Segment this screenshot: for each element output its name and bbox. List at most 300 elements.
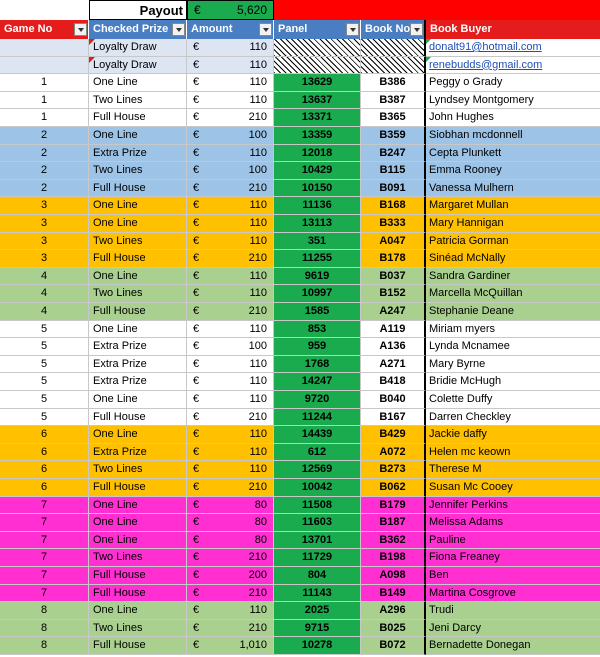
table-row[interactable]: [0, 391, 600, 409]
cell-checked-prize[interactable]: One Line: [89, 391, 187, 409]
cell-game-no[interactable]: 3: [0, 197, 89, 215]
table-row[interactable]: [0, 215, 600, 233]
cell-panel[interactable]: 13629: [274, 74, 361, 92]
cell-book-no[interactable]: B359: [361, 127, 426, 145]
cell-checked-prize[interactable]: Extra Prize: [89, 338, 187, 356]
cell-game-no[interactable]: 3: [0, 233, 89, 251]
cell-game-no[interactable]: 2: [0, 127, 89, 145]
cell-game-no[interactable]: 4: [0, 303, 89, 321]
cell-game-no[interactable]: 1: [0, 74, 89, 92]
cell-book-buyer[interactable]: [426, 233, 600, 251]
cell-panel[interactable]: 10997: [274, 285, 361, 303]
cell-checked-prize[interactable]: Loyalty Draw: [89, 39, 187, 57]
cell-checked-prize[interactable]: Two Lines: [89, 233, 187, 251]
cell-book-buyer[interactable]: [426, 567, 600, 585]
table-row[interactable]: [0, 549, 600, 567]
cell-game-no[interactable]: 3: [0, 215, 89, 233]
cell-panel[interactable]: 959: [274, 338, 361, 356]
currency-symbol: €: [193, 604, 200, 617]
cell-checked-prize[interactable]: Two Lines: [89, 162, 187, 180]
cell-amount[interactable]: [187, 233, 274, 251]
table-row[interactable]: [0, 497, 600, 515]
cell-game-no[interactable]: 1: [0, 92, 89, 110]
table-row[interactable]: [0, 180, 600, 198]
cell-amount[interactable]: [187, 127, 274, 145]
header-amount[interactable]: [187, 20, 274, 39]
cell-checked-prize[interactable]: One Line: [89, 497, 187, 515]
cell-game-no[interactable]: 2: [0, 162, 89, 180]
table-row[interactable]: [0, 109, 600, 127]
cell-panel[interactable]: 11136: [274, 197, 361, 215]
currency-symbol: €: [193, 639, 200, 652]
cell-panel[interactable]: [274, 57, 361, 75]
cell-book-buyer[interactable]: [426, 285, 600, 303]
payout-total-cell[interactable]: [187, 0, 274, 20]
cell-panel[interactable]: 804: [274, 567, 361, 585]
currency-symbol: €: [193, 111, 200, 124]
table-row[interactable]: [0, 92, 600, 110]
cell-book-buyer[interactable]: [426, 637, 600, 655]
cell-amount[interactable]: [187, 497, 274, 515]
cell-amount[interactable]: [187, 409, 274, 427]
cell-book-no[interactable]: B167: [361, 409, 426, 427]
cell-amount[interactable]: [187, 532, 274, 550]
cell-checked-prize[interactable]: Two Lines: [89, 461, 187, 479]
cell-book-no[interactable]: B149: [361, 585, 426, 603]
buyer-email-link[interactable]: renebudds@gmail.com: [429, 58, 543, 71]
currency-symbol: €: [193, 199, 200, 212]
cell-book-buyer[interactable]: [426, 338, 600, 356]
cell-game-no[interactable]: 5: [0, 373, 89, 391]
cell-panel[interactable]: 612: [274, 444, 361, 462]
cell-panel[interactable]: 9715: [274, 620, 361, 638]
cell-book-buyer[interactable]: [426, 585, 600, 603]
filter-dropdown-icon[interactable]: [259, 23, 272, 36]
cell-book-no[interactable]: B387: [361, 92, 426, 110]
cell-book-no[interactable]: B179: [361, 497, 426, 515]
cell-game-no[interactable]: 7: [0, 549, 89, 567]
cell-amount[interactable]: [187, 92, 274, 110]
cell-book-buyer[interactable]: [426, 497, 600, 515]
cell-amount[interactable]: [187, 637, 274, 655]
cell-panel[interactable]: 14247: [274, 373, 361, 391]
cell-panel[interactable]: 12569: [274, 461, 361, 479]
cell-amount[interactable]: [187, 197, 274, 215]
cell-game-no[interactable]: 6: [0, 461, 89, 479]
cell-amount[interactable]: [187, 444, 274, 462]
cell-amount[interactable]: [187, 549, 274, 567]
table-row[interactable]: [0, 268, 600, 286]
cell-amount[interactable]: [187, 268, 274, 286]
cell-book-buyer[interactable]: [426, 620, 600, 638]
cell-panel[interactable]: 13637: [274, 92, 361, 110]
cell-game-no[interactable]: 5: [0, 321, 89, 339]
cell-amount[interactable]: [187, 585, 274, 603]
cell-checked-prize[interactable]: Two Lines: [89, 92, 187, 110]
buyer-name: Bernadette Donegan: [429, 639, 531, 652]
cell-book-no[interactable]: B072: [361, 637, 426, 655]
cell-book-buyer[interactable]: [426, 162, 600, 180]
cell-panel[interactable]: 13113: [274, 215, 361, 233]
cell-game-no[interactable]: 6: [0, 426, 89, 444]
cell-panel[interactable]: 351: [274, 233, 361, 251]
cell-book-buyer[interactable]: [426, 549, 600, 567]
table-row[interactable]: [0, 356, 600, 374]
cell-checked-prize[interactable]: Extra Prize: [89, 145, 187, 163]
table-row[interactable]: [0, 426, 600, 444]
cell-book-no[interactable]: [361, 57, 426, 75]
cell-game-no[interactable]: 7: [0, 514, 89, 532]
cell-book-no[interactable]: A072: [361, 444, 426, 462]
cell-panel[interactable]: 13701: [274, 532, 361, 550]
cell-checked-prize[interactable]: One Line: [89, 426, 187, 444]
cell-checked-prize[interactable]: Extra Prize: [89, 444, 187, 462]
cell-game-no[interactable]: 1: [0, 109, 89, 127]
cell-game-no[interactable]: 8: [0, 637, 89, 655]
cell-panel[interactable]: 9619: [274, 268, 361, 286]
header-game-no[interactable]: [0, 20, 89, 39]
table-row[interactable]: [0, 57, 600, 75]
cell-amount[interactable]: [187, 180, 274, 198]
cell-checked-prize[interactable]: Full House: [89, 250, 187, 268]
cell-panel[interactable]: 10042: [274, 479, 361, 497]
cell-checked-prize[interactable]: Two Lines: [89, 549, 187, 567]
currency-symbol: €: [193, 76, 200, 89]
cell-book-buyer[interactable]: [426, 250, 600, 268]
cell-book-no[interactable]: B025: [361, 620, 426, 638]
cell-checked-prize[interactable]: Full House: [89, 637, 187, 655]
cell-book-no[interactable]: B333: [361, 215, 426, 233]
amount-value: 210: [248, 481, 267, 493]
cell-book-no[interactable]: B418: [361, 373, 426, 391]
table-row[interactable]: [0, 127, 600, 145]
cell-game-no[interactable]: 7: [0, 497, 89, 515]
currency-symbol: €: [193, 393, 200, 405]
cell-book-buyer[interactable]: [426, 479, 600, 497]
cell-game-no[interactable]: 5: [0, 338, 89, 356]
cell-book-no[interactable]: B273: [361, 461, 426, 479]
cell-game-no[interactable]: 8: [0, 602, 89, 620]
table-row[interactable]: [0, 373, 600, 391]
cell-amount[interactable]: [187, 303, 274, 321]
amount-value: 110: [249, 357, 267, 370]
cell-book-no[interactable]: B362: [361, 532, 426, 550]
amount-value: 110: [249, 393, 267, 405]
currency-symbol: €: [193, 498, 200, 511]
cell-book-no[interactable]: B198: [361, 549, 426, 567]
table-row[interactable]: [0, 250, 600, 268]
cell-book-no[interactable]: A271: [361, 356, 426, 374]
cell-panel[interactable]: 11255: [274, 250, 361, 268]
cell-game-no[interactable]: 4: [0, 268, 89, 286]
cell-checked-prize[interactable]: One Line: [89, 268, 187, 286]
buyer-email-link[interactable]: donalt91@hotmail.com: [429, 41, 542, 53]
table-row[interactable]: [0, 39, 600, 57]
amount-value: 110: [249, 269, 267, 282]
filter-dropdown-icon[interactable]: [172, 23, 185, 36]
cell-panel[interactable]: 11729: [274, 549, 361, 567]
header-panel[interactable]: [274, 20, 361, 39]
currency-symbol: €: [193, 322, 200, 335]
cell-book-no[interactable]: A247: [361, 303, 426, 321]
cell-checked-prize[interactable]: One Line: [89, 514, 187, 532]
cell-book-no[interactable]: A047: [361, 233, 426, 251]
buyer-name: Colette Duffy: [429, 393, 493, 405]
cell-amount[interactable]: [187, 620, 274, 638]
cell-book-buyer[interactable]: [426, 57, 600, 75]
cell-book-buyer[interactable]: [426, 74, 600, 92]
cell-amount[interactable]: [187, 39, 274, 57]
cell-book-buyer[interactable]: [426, 127, 600, 145]
table-row[interactable]: [0, 602, 600, 620]
amount-value: 100: [248, 164, 267, 177]
cell-game-no[interactable]: 2: [0, 180, 89, 198]
table-row[interactable]: [0, 637, 600, 655]
currency-symbol: €: [193, 217, 200, 229]
cell-game-no[interactable]: 5: [0, 356, 89, 374]
currency-symbol: €: [193, 287, 200, 300]
cell-book-buyer[interactable]: [426, 444, 600, 462]
cell-checked-prize[interactable]: Full House: [89, 585, 187, 603]
cell-checked-prize[interactable]: Two Lines: [89, 620, 187, 638]
amount-value: 210: [248, 181, 267, 194]
cell-book-no[interactable]: B429: [361, 426, 426, 444]
payout-total: 5,620: [236, 3, 267, 17]
table-row[interactable]: [0, 197, 600, 215]
cell-panel[interactable]: 2025: [274, 602, 361, 620]
cell-checked-prize[interactable]: One Line: [89, 197, 187, 215]
cell-amount[interactable]: [187, 162, 274, 180]
cell-checked-prize[interactable]: Loyalty Draw: [89, 57, 187, 75]
cell-panel[interactable]: 11143: [274, 585, 361, 603]
cell-checked-prize[interactable]: One Line: [89, 532, 187, 550]
table-row[interactable]: [0, 479, 600, 497]
cell-checked-prize[interactable]: One Line: [89, 215, 187, 233]
currency-symbol: €: [193, 533, 200, 546]
cell-book-no[interactable]: B247: [361, 145, 426, 163]
cell-book-no[interactable]: B040: [361, 391, 426, 409]
cell-checked-prize[interactable]: One Line: [89, 602, 187, 620]
cell-book-buyer[interactable]: [426, 426, 600, 444]
cell-checked-prize[interactable]: Extra Prize: [89, 356, 187, 374]
cell-amount[interactable]: [187, 145, 274, 163]
table-row[interactable]: [0, 444, 600, 462]
amount-value: 110: [249, 93, 267, 106]
cell-amount[interactable]: [187, 461, 274, 479]
table-row[interactable]: [0, 532, 600, 550]
cell-game-no[interactable]: 7: [0, 585, 89, 603]
cell-checked-prize[interactable]: Full House: [89, 409, 187, 427]
cell-game-no[interactable]: 5: [0, 409, 89, 427]
cell-panel[interactable]: 10429: [274, 162, 361, 180]
cell-book-buyer[interactable]: [426, 461, 600, 479]
table-row[interactable]: [0, 145, 600, 163]
cell-book-buyer[interactable]: [426, 215, 600, 233]
currency-symbol: €: [193, 516, 200, 529]
cell-amount[interactable]: [187, 250, 274, 268]
cell-checked-prize[interactable]: Full House: [89, 109, 187, 127]
cell-book-no[interactable]: A296: [361, 602, 426, 620]
filter-dropdown-icon[interactable]: [346, 23, 359, 36]
cell-book-buyer[interactable]: [426, 39, 600, 57]
header-row: [0, 20, 600, 39]
table-row[interactable]: [0, 233, 600, 251]
currency-symbol: €: [193, 164, 200, 177]
cell-panel[interactable]: 1768: [274, 356, 361, 374]
cell-amount[interactable]: [187, 514, 274, 532]
cell-checked-prize[interactable]: Two Lines: [89, 285, 187, 303]
cell-game-no[interactable]: 6: [0, 444, 89, 462]
cell-amount[interactable]: [187, 602, 274, 620]
cell-book-no[interactable]: B178: [361, 250, 426, 268]
cell-game-no[interactable]: 5: [0, 391, 89, 409]
header-amount-label: Amount: [191, 23, 233, 35]
cell-book-no[interactable]: A098: [361, 567, 426, 585]
cell-panel[interactable]: 13371: [274, 109, 361, 127]
cell-amount[interactable]: [187, 338, 274, 356]
cell-game-no[interactable]: [0, 57, 89, 75]
amount-value: 80: [254, 498, 267, 511]
cell-book-buyer[interactable]: [426, 303, 600, 321]
cell-book-no[interactable]: B115: [361, 162, 426, 180]
cell-checked-prize[interactable]: Full House: [89, 303, 187, 321]
cell-amount[interactable]: [187, 567, 274, 585]
cell-game-no[interactable]: 6: [0, 479, 89, 497]
cell-amount[interactable]: [187, 74, 274, 92]
cell-game-no[interactable]: [0, 39, 89, 57]
cell-book-no[interactable]: B365: [361, 109, 426, 127]
header-book-buyer[interactable]: [426, 20, 600, 39]
buyer-name: Bridie McHugh: [429, 375, 502, 388]
cell-panel[interactable]: 14439: [274, 426, 361, 444]
table-row[interactable]: [0, 285, 600, 303]
cell-book-no[interactable]: A119: [361, 321, 426, 339]
cell-panel[interactable]: [274, 39, 361, 57]
cell-book-buyer[interactable]: [426, 514, 600, 532]
cell-game-no[interactable]: 7: [0, 532, 89, 550]
cell-checked-prize[interactable]: Full House: [89, 180, 187, 198]
table-row[interactable]: [0, 162, 600, 180]
header-panel-label: Panel: [278, 23, 308, 35]
cell-book-no[interactable]: B091: [361, 180, 426, 198]
cell-game-no[interactable]: 3: [0, 250, 89, 268]
cell-panel[interactable]: 13359: [274, 127, 361, 145]
cell-book-no[interactable]: B062: [361, 479, 426, 497]
cell-book-buyer[interactable]: [426, 602, 600, 620]
cell-amount[interactable]: [187, 479, 274, 497]
table-row[interactable]: [0, 74, 600, 92]
table-row[interactable]: [0, 567, 600, 585]
cell-amount[interactable]: [187, 321, 274, 339]
cell-book-no[interactable]: B386: [361, 74, 426, 92]
cell-panel[interactable]: 11603: [274, 514, 361, 532]
cell-book-buyer[interactable]: [426, 180, 600, 198]
amount-value: 210: [248, 252, 267, 265]
cell-checked-prize[interactable]: One Line: [89, 74, 187, 92]
cell-book-buyer[interactable]: [426, 145, 600, 163]
currency-symbol: €: [193, 129, 200, 141]
cell-book-no[interactable]: [361, 39, 426, 57]
cell-checked-prize[interactable]: One Line: [89, 127, 187, 145]
cell-panel[interactable]: 11244: [274, 409, 361, 427]
cell-panel[interactable]: 12018: [274, 145, 361, 163]
cell-amount[interactable]: [187, 356, 274, 374]
cell-book-buyer[interactable]: [426, 268, 600, 286]
currency-symbol: €: [193, 586, 200, 599]
cell-game-no[interactable]: 8: [0, 620, 89, 638]
cell-amount[interactable]: [187, 426, 274, 444]
cell-panel[interactable]: 9720: [274, 391, 361, 409]
header-book-no[interactable]: [361, 20, 426, 39]
cell-game-no[interactable]: 7: [0, 567, 89, 585]
header-book-buyer-label: Book Buyer: [430, 23, 492, 35]
filter-dropdown-icon[interactable]: [410, 23, 423, 36]
cell-amount[interactable]: [187, 215, 274, 233]
currency-symbol: €: [193, 234, 200, 247]
table-row[interactable]: [0, 321, 600, 339]
cell-amount[interactable]: [187, 57, 274, 75]
buyer-name: Helen mc keown: [429, 445, 511, 458]
table-row[interactable]: [0, 585, 600, 603]
buyer-name: Lyndsey Montgomery: [429, 93, 534, 106]
cell-checked-prize[interactable]: Extra Prize: [89, 373, 187, 391]
cell-panel[interactable]: 10278: [274, 637, 361, 655]
cell-book-no[interactable]: B152: [361, 285, 426, 303]
table-row[interactable]: [0, 409, 600, 427]
cell-book-no[interactable]: A136: [361, 338, 426, 356]
cell-book-no[interactable]: B168: [361, 197, 426, 215]
currency-symbol: €: [193, 93, 200, 106]
cell-amount[interactable]: [187, 285, 274, 303]
cell-book-buyer[interactable]: [426, 356, 600, 374]
cell-book-buyer[interactable]: [426, 409, 600, 427]
cell-game-no[interactable]: 2: [0, 145, 89, 163]
payout-label[interactable]: Payout: [89, 0, 187, 20]
filter-dropdown-icon[interactable]: [74, 23, 87, 36]
cell-book-buyer[interactable]: [426, 321, 600, 339]
cell-book-buyer[interactable]: [426, 197, 600, 215]
cell-panel[interactable]: 11508: [274, 497, 361, 515]
cell-book-buyer[interactable]: [426, 391, 600, 409]
header-game-no-label: Game No: [4, 23, 53, 35]
cell-book-no[interactable]: B187: [361, 514, 426, 532]
table-row[interactable]: [0, 303, 600, 321]
table-row[interactable]: [0, 620, 600, 638]
cell-book-no[interactable]: B037: [361, 268, 426, 286]
buyer-name: Sandra Gardiner: [429, 269, 511, 282]
header-checked-prize[interactable]: [89, 20, 187, 39]
cell-checked-prize[interactable]: Full House: [89, 479, 187, 497]
cell-game-no[interactable]: 4: [0, 285, 89, 303]
cell-panel[interactable]: 853: [274, 321, 361, 339]
cell-checked-prize[interactable]: Full House: [89, 567, 187, 585]
buyer-name: Marcella McQuillan: [429, 287, 523, 300]
table-row[interactable]: [0, 514, 600, 532]
cell-book-buyer[interactable]: [426, 373, 600, 391]
cell-amount[interactable]: [187, 391, 274, 409]
cell-panel[interactable]: 1585: [274, 303, 361, 321]
cell-panel[interactable]: 10150: [274, 180, 361, 198]
cell-book-buyer[interactable]: [426, 109, 600, 127]
cell-book-buyer[interactable]: [426, 92, 600, 110]
cell-book-buyer[interactable]: [426, 532, 600, 550]
amount-value: 210: [248, 621, 267, 634]
cell-amount[interactable]: [187, 373, 274, 391]
cell-checked-prize[interactable]: One Line: [89, 321, 187, 339]
table-row[interactable]: [0, 461, 600, 479]
cell-amount[interactable]: [187, 109, 274, 127]
table-row[interactable]: [0, 338, 600, 356]
